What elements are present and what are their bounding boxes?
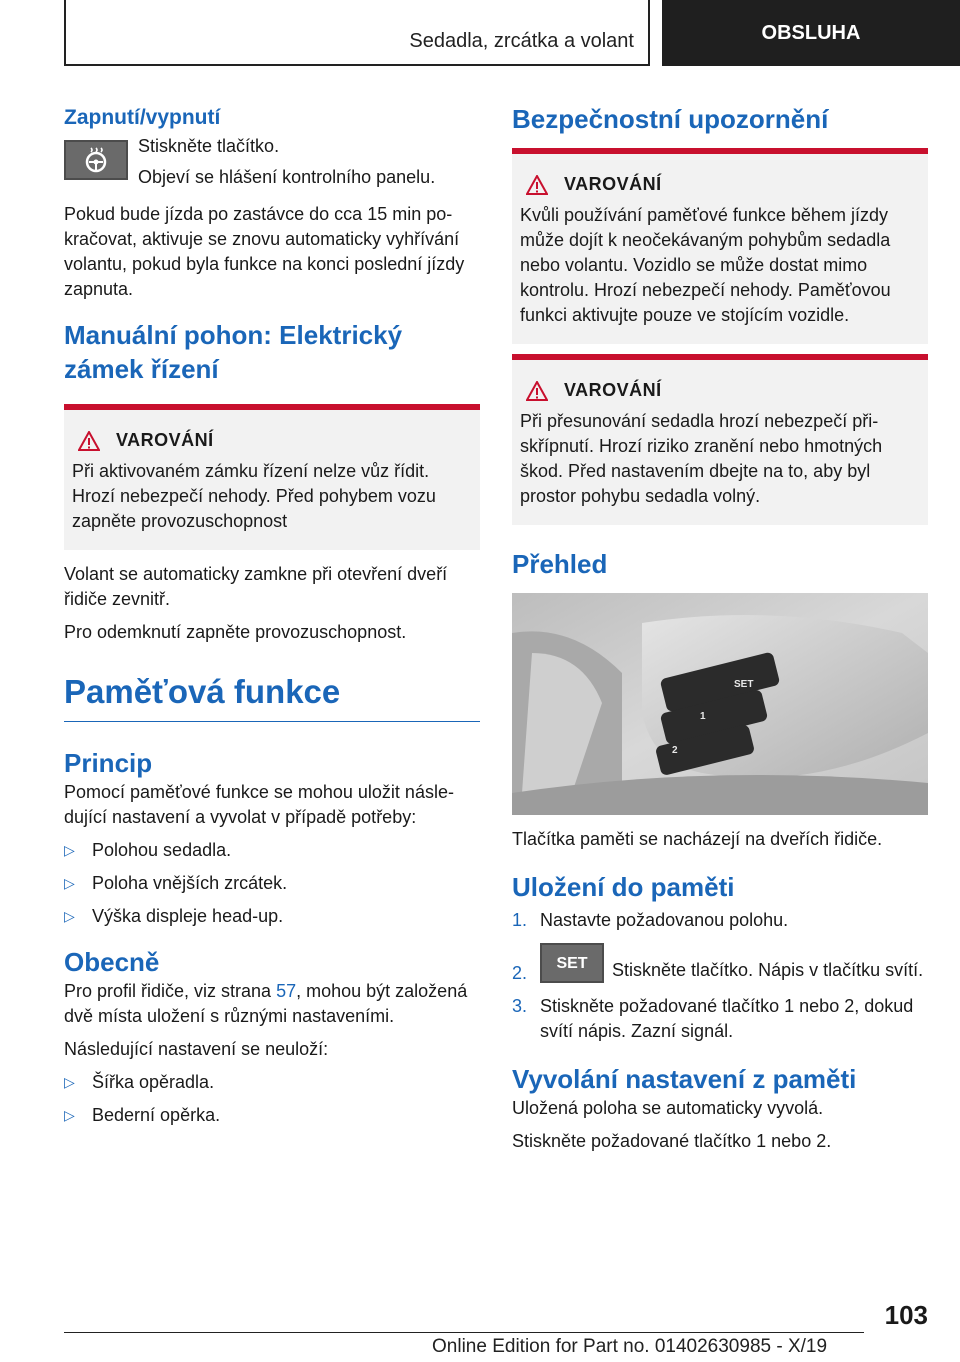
warning-title: VAROVÁNÍ [564, 174, 662, 194]
header-rule [64, 64, 650, 66]
heading-principle: Princip [64, 748, 153, 778]
warning-triangle-icon [78, 431, 100, 451]
right-column [512, 100, 928, 1154]
paragraph: Pro profil řidiče, viz strana 57, mohou být založená dvě místa uložení s různými nastaveními. [64, 981, 468, 1026]
left-column [64, 100, 480, 1136]
list-item: ▷ Poloha vnějších zrcátek. [64, 871, 480, 896]
warning-box [512, 148, 928, 344]
header-rule-left [64, 0, 66, 66]
photo-caption: Tlačítka paměti se nacházejí na dveřích řidiče. [512, 829, 883, 849]
paragraph: Pomocí paměťové funkce se mohou uložit následující nastavení a vyvolat v případě potřeby: [64, 782, 454, 827]
heading-memory-function: Paměťová funkce [64, 673, 341, 710]
list-item: 3. Stiskněte požadované tlačítko 1 nebo 2, dokud svítí nápis. Zazní signál. [512, 996, 914, 1041]
photo-button-2-label: 2 [672, 745, 678, 756]
warning-triangle-icon [526, 175, 548, 195]
footer-rule [64, 1332, 864, 1333]
paragraph: Pro odemknutí zapněte provozuschopnost. [64, 622, 407, 642]
list-item: ▷ Výška displeje head-up. [64, 904, 480, 929]
photo-button-1-label: 1 [700, 711, 706, 722]
paragraph: Následující nastavení se neuloží: [64, 1039, 329, 1059]
list-item: ▷ Šířka opěradla. [64, 1070, 480, 1095]
bullet-triangle-icon: ▷ [64, 1107, 75, 1123]
list-item: ▷ Polohou sedadla. [64, 838, 480, 863]
section-tab: OBSLUHA [662, 0, 960, 66]
heading-recall: Vyvolání nastavení z paměti [512, 1064, 857, 1094]
photo-set-label: SET [734, 679, 754, 690]
warning-text: Při přesunování sedadla hrozí nebezpečí přiskřípnutí. Hrozí riziko zranění nebo hmotných škod. Před nastavením dbejte na to, aby byl prostor pohybu sedadla volný. [520, 411, 883, 506]
heading-steering-lock: Manuální pohon: Elektrický zámek řízení [64, 320, 403, 384]
general-list [64, 1070, 480, 1128]
header-rule-mid [648, 0, 650, 66]
edition-note: Online Edition for Part no. 01402630985 - X/19 [432, 1336, 828, 1357]
heading-rule [64, 721, 480, 722]
paragraph: Uložená poloha se automaticky vyvolá. [512, 1098, 824, 1118]
door-memory-buttons-photo [512, 593, 928, 815]
warning-box [64, 404, 480, 550]
bullet-triangle-icon: ▷ [64, 875, 75, 891]
warning-title: VAROVÁNÍ [116, 430, 214, 450]
steering-heating-button-icon [64, 140, 128, 180]
bullet-triangle-icon: ▷ [64, 1074, 75, 1090]
warning-triangle-icon [526, 381, 548, 401]
store-steps [512, 908, 928, 1044]
instruction-line: Stiskněte tlačítko. [138, 136, 280, 156]
warning-title: VAROVÁNÍ [564, 380, 662, 400]
page-link[interactable]: 57 [276, 981, 297, 1001]
warning-text: Při aktivovaném zámku řízení nelze vůz řídit. Hrozí nebezpečí nehody. Před pohybem vozu zapněte provozuschopnost [72, 461, 436, 531]
warning-text: Kvůli používání paměťové funkce během jízdy může dojít k neočekávaným pohybům sedadla nebo volantu. Vozidlo se může dostat mimo kontrolu. Hrozí nebezpečí nehody. Paměťovou funkci aktivujte pouze ve stojícím vozidle. [520, 205, 891, 325]
page-number: 103 [884, 1300, 928, 1330]
paragraph: Stiskněte požadované tlačítko 1 nebo 2. [512, 1131, 832, 1151]
paragraph: Pokud bude jízda po zastávce do cca 15 min pokračovat, aktivuje se znovu automaticky vyhřívání volantu, pokud byla funkce na konci poslední jízdy zapnuta. [64, 204, 465, 299]
warning-box [512, 354, 928, 525]
bullet-triangle-icon: ▷ [64, 842, 75, 858]
heading-on-off: Zapnutí/vypnutí [64, 106, 221, 129]
instruction-line: Objeví se hlášení kontrolního panelu. [138, 167, 436, 187]
list-item: ▷ Bederní opěrka. [64, 1103, 480, 1128]
list-item: 2. SET Stiskněte tlačítko. Nápis v tlačítku svítí. [512, 943, 928, 986]
paragraph: Volant se automaticky zamkne při otevření dveří řidiče zevnitř. [64, 564, 448, 609]
heading-store: Uložení do paměti [512, 872, 735, 902]
list-item: 1. Nastavte požadovanou polohu. [512, 910, 789, 930]
bullet-triangle-icon: ▷ [64, 908, 75, 924]
heading-overview: Přehled [512, 549, 608, 579]
heading-general: Obecně [64, 947, 160, 977]
chapter-title: Sedadla, zrcátka a volant [409, 30, 634, 52]
set-button-icon: SET [540, 943, 604, 983]
icon-instruction [64, 136, 480, 190]
heading-safety: Bezpečnostní upozornění [512, 104, 829, 134]
principle-list [64, 838, 480, 929]
